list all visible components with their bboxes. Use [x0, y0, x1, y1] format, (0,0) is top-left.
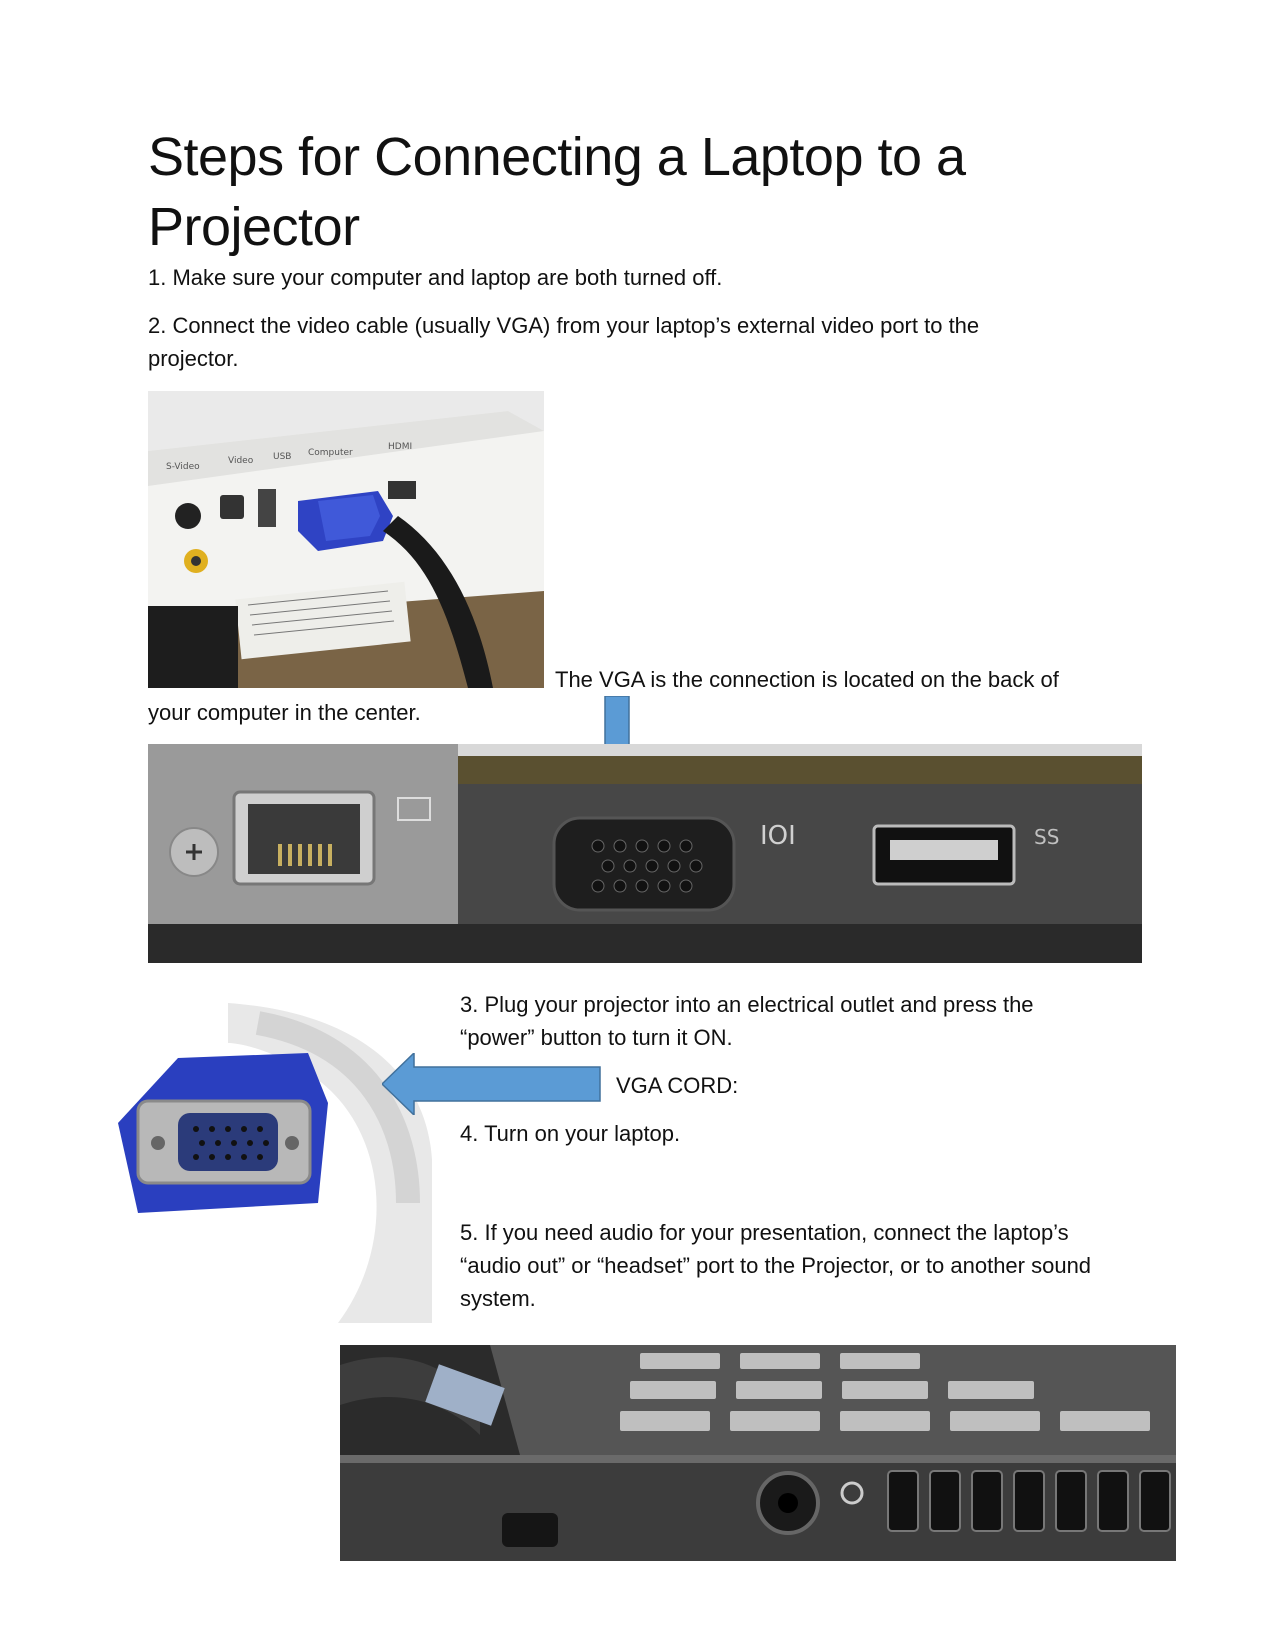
- svg-text:S-Video: S-Video: [166, 462, 200, 472]
- svg-text:USB: USB: [273, 452, 292, 462]
- step-3: 3. Plug your projector into an electrical outlet and press the “power” button to turn it ON.: [460, 992, 1034, 1050]
- laptop-audio-port-photo: [340, 1345, 1176, 1561]
- svg-text:SS: SS: [1034, 825, 1060, 849]
- laptop-ports-photo: [148, 744, 1142, 963]
- step-4: 4. Turn on your laptop.: [460, 1121, 681, 1146]
- left-arrow-icon: [382, 1053, 602, 1115]
- page-title: Steps for Connecting a Laptop to a Projector: [148, 127, 966, 257]
- svg-text:IOI: IOI: [760, 821, 796, 851]
- projector-ports-photo: [148, 391, 544, 688]
- vga-cord-photo: [108, 1003, 432, 1323]
- step-1: 1. Make sure your computer and laptop are both turned off.: [148, 265, 723, 290]
- step-5: 5. If you need audio for your presentation, connect the laptop’s “audio out” or “headset” port to the Projector, or to another sound system.: [460, 1220, 1092, 1311]
- vga-caption-line1: The VGA is the connection is located on the back of: [555, 667, 1059, 692]
- vga-caption-line2: your computer in the center.: [148, 700, 421, 725]
- svg-text:Video: Video: [228, 456, 254, 466]
- step-2: 2. Connect the video cable (usually VGA) from your laptop’s external video port to the projector.: [148, 313, 980, 371]
- svg-text:Computer: Computer: [308, 448, 353, 458]
- vga-cord-label: VGA CORD:: [616, 1073, 739, 1098]
- svg-text:HDMI: HDMI: [388, 442, 413, 452]
